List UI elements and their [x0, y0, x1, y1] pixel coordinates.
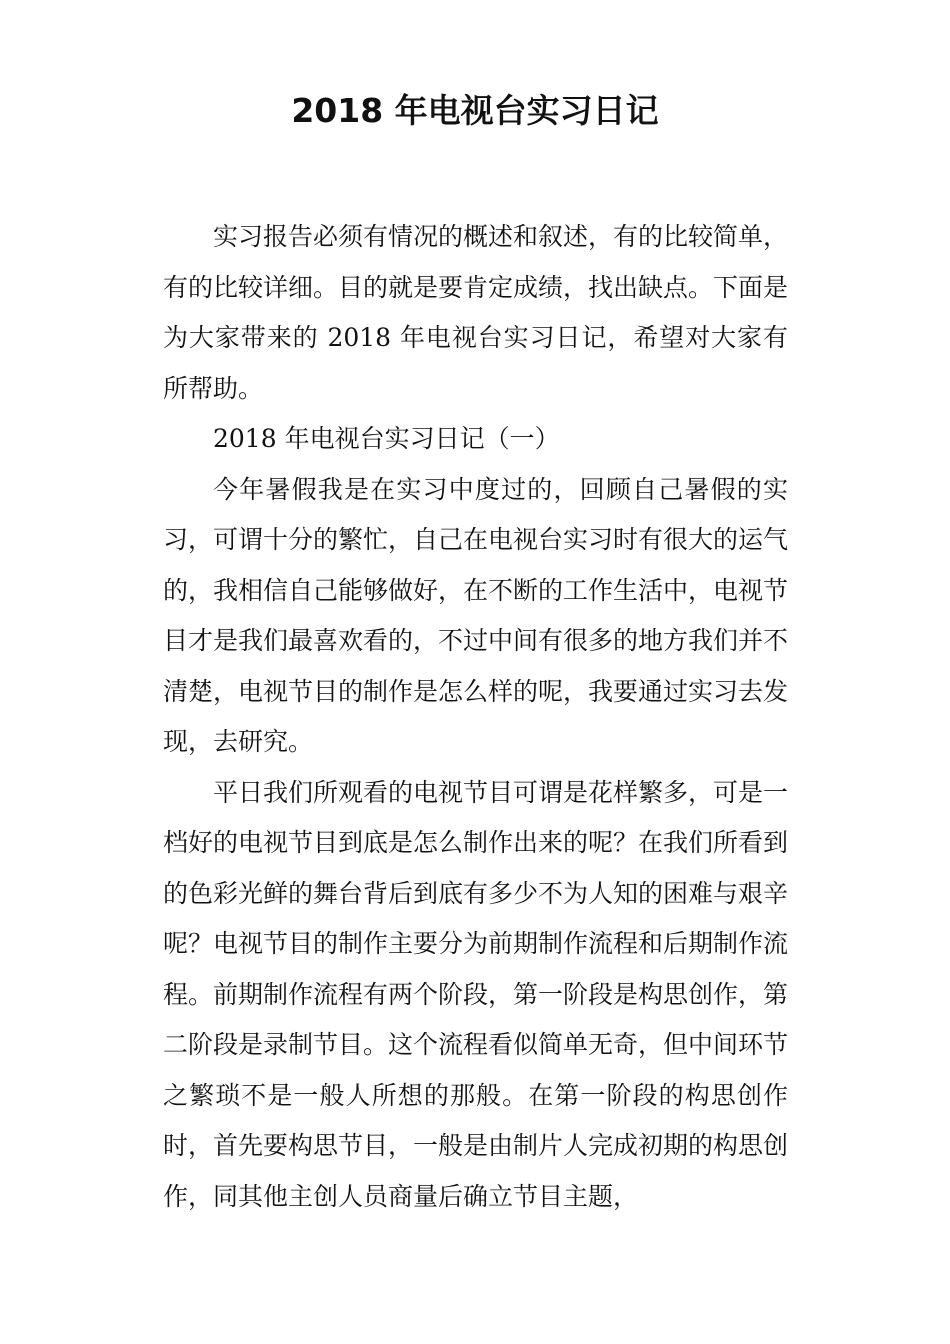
section-heading: 2018 年电视台实习日记（一）: [213, 424, 560, 453]
body-paragraph: 今年暑假我是在实习中度过的，回顾自己暑假的实习，可谓十分的繁忙，自己在电视台实习时有很大的运气的，我相信自己能够做好，在不断的工作生活中，电视节目才是我们最喜欢看的，不过中间有很多的地方我们并不清楚，电视节目的制作是怎么样的呢，我要通过实习去发现，去研究。: [163, 474, 789, 756]
intro-paragraph: 实习报告必须有情况的概述和叙述，有的比较简单，有的比较详细。目的就是要肯定成绩，找出缺点。下面是为大家带来的 2018 年电视台实习日记，希望对大家有所帮助。: [163, 222, 789, 403]
body-paragraph: 平日我们所观看的电视节目可谓是花样繁多，可是一档好的电视节目到底是怎么制作出来的呢？在我们所看到的色彩光鲜的舞台背后到底有多少不为人知的困难与艰辛呢？电视节目的制作主要分为前期制作流程和后期制作流程。前期制作流程有两个阶段，第一阶段是构思创作，第二阶段是录制节目。这个流程看似简单无奇，但中间环节之繁琐不是一般人所想的那般。在第一阶段的构思创作时，首先要构思节目，一般是由制片人完成初期的构思创作，同其他主创人员商量后确立节目主题，: [163, 777, 789, 1211]
document-body: [163, 212, 788, 1222]
document-title: 2018 年电视台实习日记: [291, 91, 659, 130]
